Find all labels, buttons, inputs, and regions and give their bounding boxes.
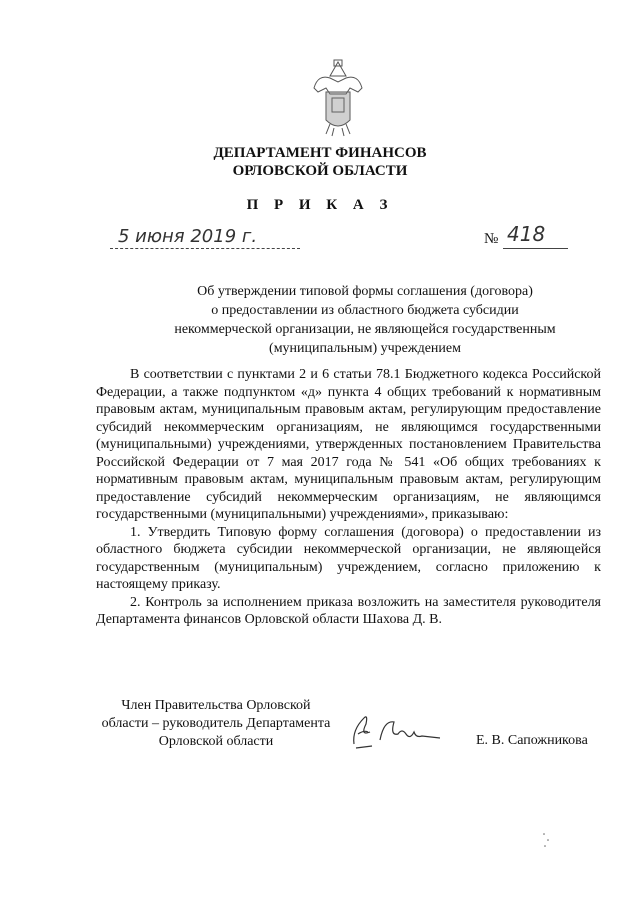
- number-label: №: [484, 231, 499, 247]
- signatory-position: [86, 697, 346, 751]
- document-number: 418: [507, 222, 546, 246]
- position-line: Член Правительства Орловской: [121, 698, 311, 713]
- document-body: [96, 366, 601, 629]
- subject-line: о предоставлении из областного бюджета субсидии: [211, 303, 519, 318]
- position-line: области – руководитель Департамента: [101, 716, 331, 731]
- document-subject: [150, 282, 580, 358]
- signatory-name: Е. В. Сапожникова: [476, 733, 588, 748]
- order-item-1: 1. Утвердить Типовую форму соглашения (договора) о предоставлении из областного бюджета субсидии некоммерческой организации, не являющейся государственным (муниципальным) учреждением, согласно приложению к настоящему приказу.: [96, 524, 601, 592]
- order-item-2: 2. Контроль за исполнением приказа возложить на заместителя руководителя Департамента финансов Орловской области Шахова Д. В.: [96, 594, 601, 627]
- subject-line: (муниципальным) учреждением: [269, 341, 461, 356]
- subject-line: некоммерческой организации, не являющейся государственным: [174, 322, 556, 337]
- department-name-line1: ДЕПАРТАМЕНТ ФИНАНСОВ: [213, 145, 427, 161]
- document-date: 5 июня 2019 г.: [118, 226, 258, 247]
- coat-of-arms-emblem: [308, 58, 368, 138]
- position-line: Орловской области: [158, 734, 274, 749]
- scan-marks: [540, 830, 552, 850]
- document-type-title: П Р И К А З: [246, 197, 394, 213]
- department-name-line2: ОРЛОВСКОЙ ОБЛАСТИ: [232, 163, 408, 179]
- preamble-paragraph: В соответствии с пунктами 2 и 6 статьи 78.1 Бюджетного кодекса Российской Федерации, а также подпунктом «д» пункта 4 общих требований к нормативным правовым актам, муниципальным правовым актам, регулирующим предоставление субсидий некоммерческим организациям, не являющимся государственными (муниципальными) учреждениями, утвержденных постановлением Правительства Российской Федерации от 7 мая 2017 года № 541 «Об общих требованиях к нормативным правовым актам, муниципальным правовым актам, регулирующим предоставление субсидий некоммерческим организациям, не являющимся государственными (муниципальными) учреждениями», приказываю:: [96, 367, 601, 522]
- handwritten-signature: [350, 710, 450, 750]
- subject-line: Об утверждении типовой формы соглашения (договора): [197, 284, 533, 299]
